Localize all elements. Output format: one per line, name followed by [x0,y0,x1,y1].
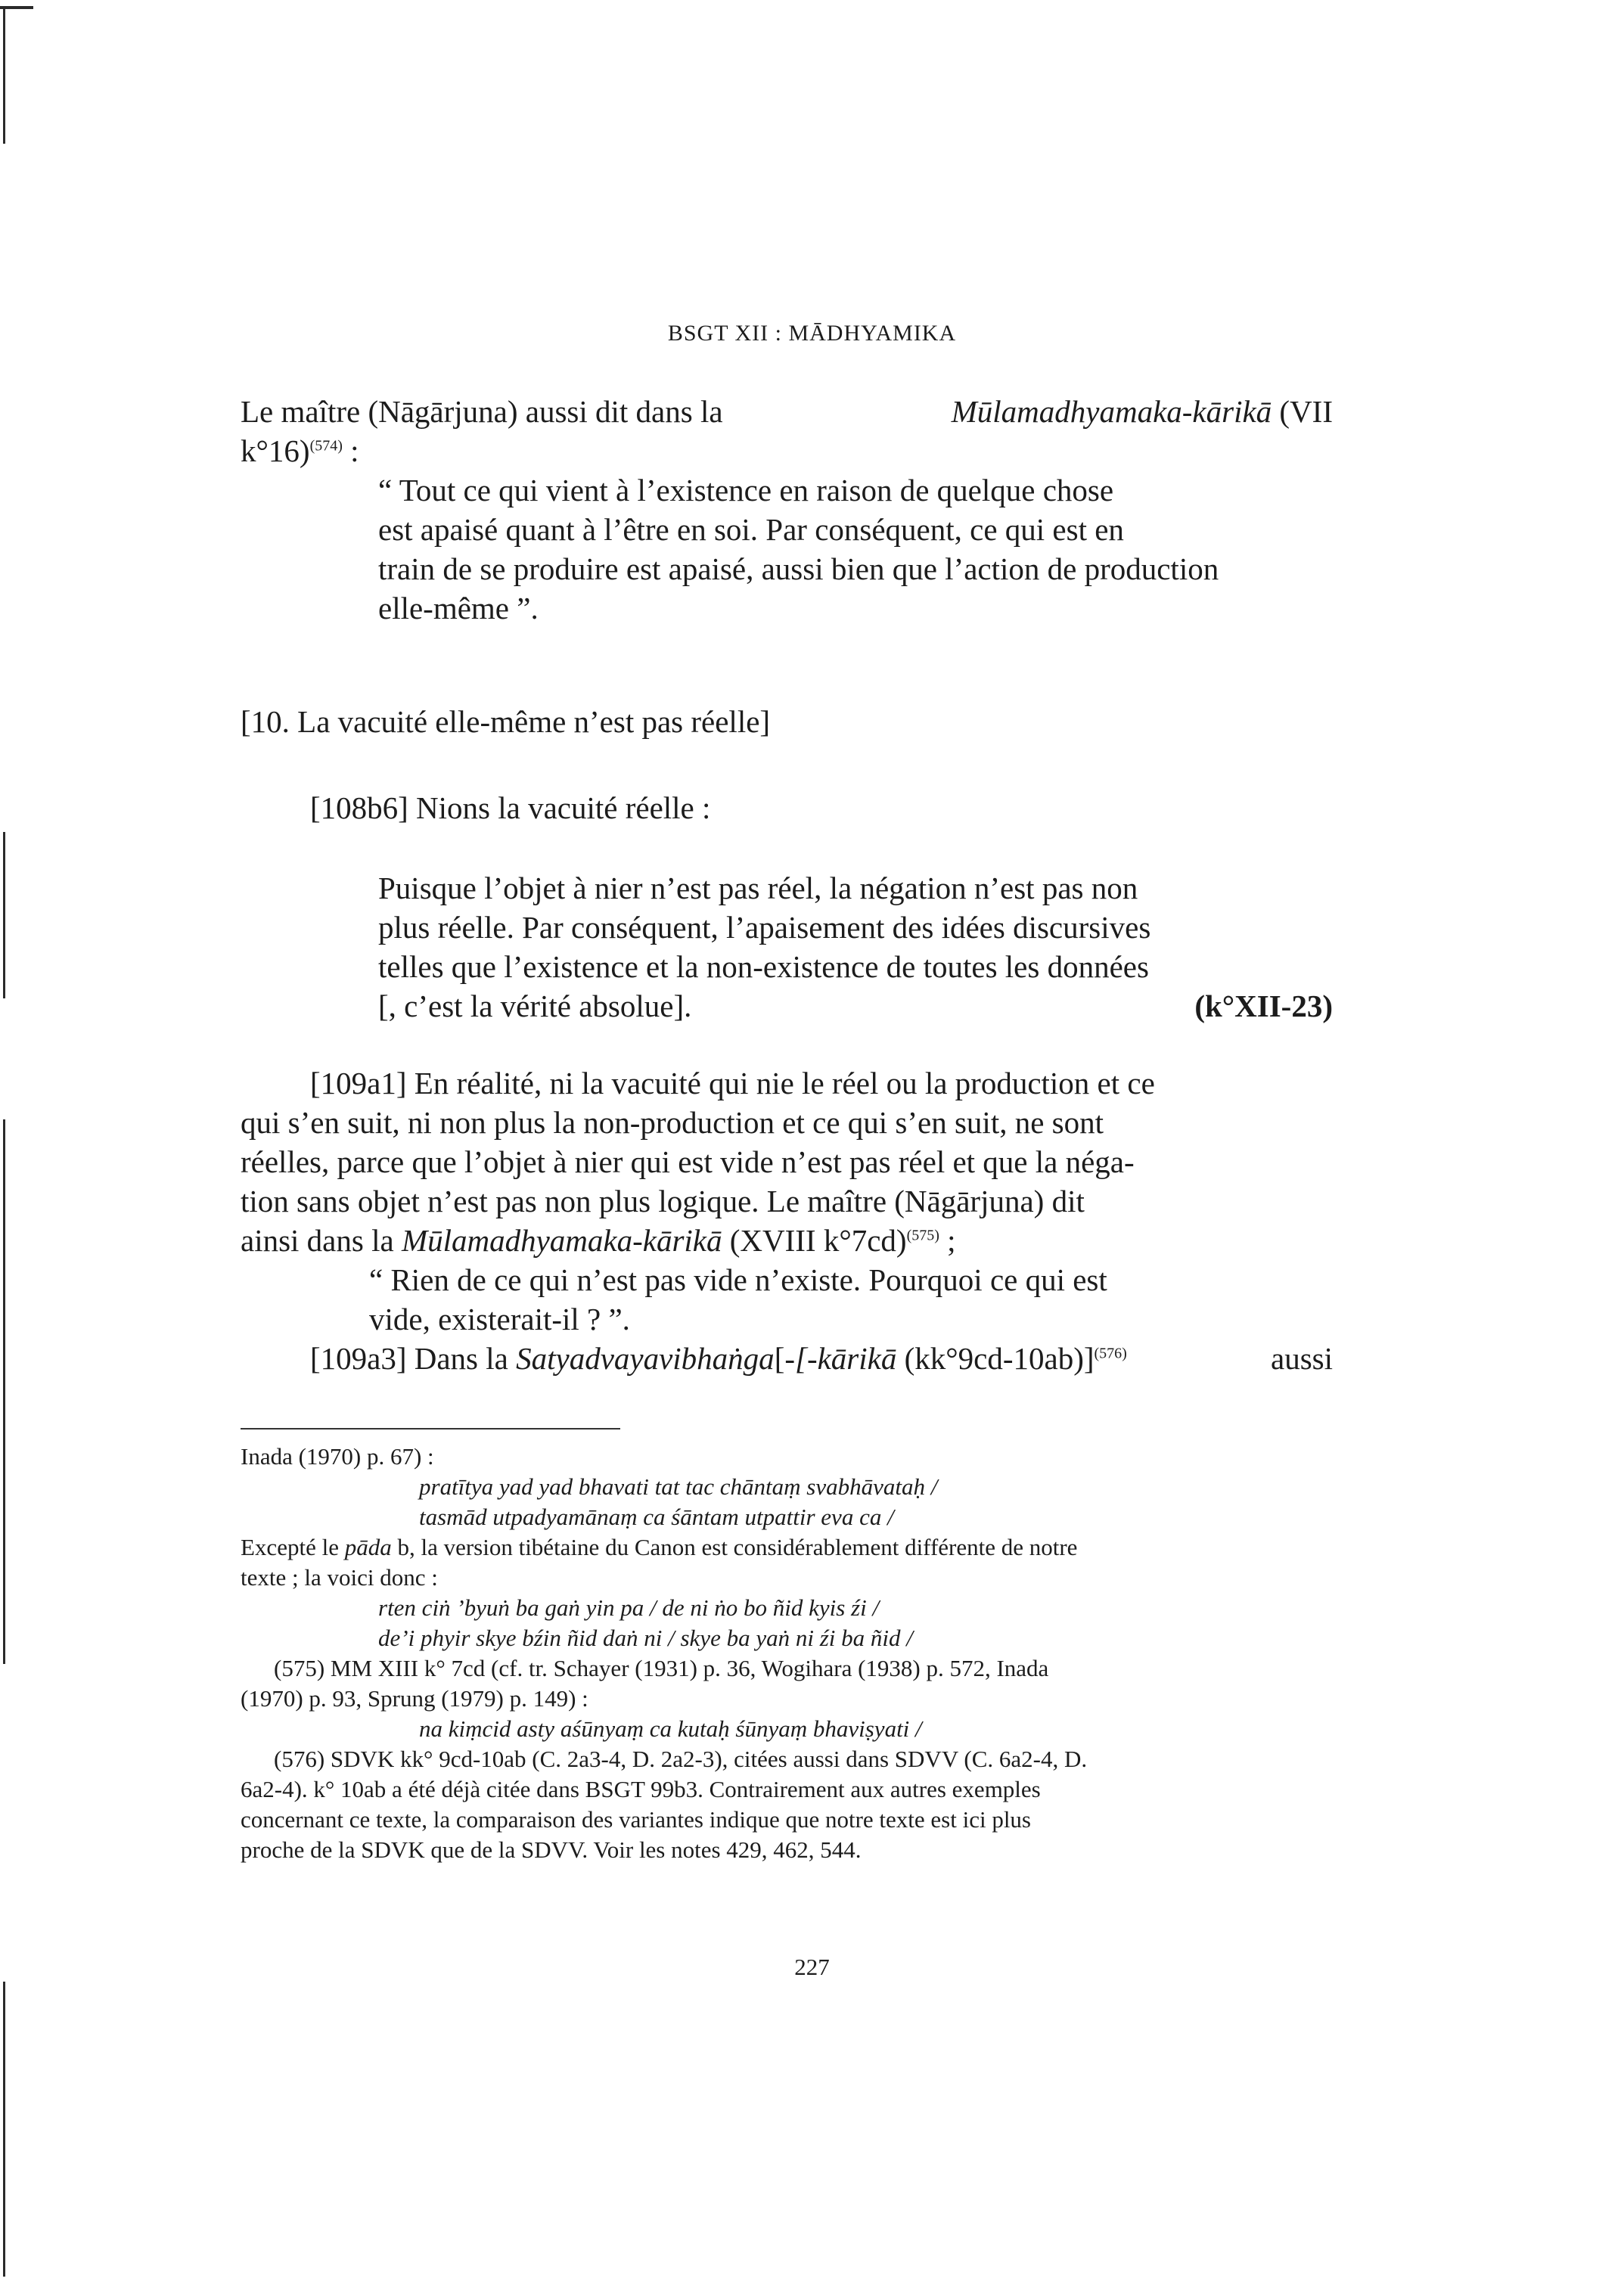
text-line: ainsi dans la Mūlamadhyamaka-kārikā (XVIII k°7cd)$^{(575)}$ ; [241,1223,956,1258]
text-line: “ Tout ce qui vient à l’existence en raison de quelque chose [378,473,1114,508]
text-line: Le maître (Nāgārjuna) aussi dit dans la Mūlamadhyamaka-kārikā (VII [241,394,1333,429]
text-line: réelles, parce que l’objet à nier qui est vide n’est pas réel et que la néga- [241,1144,1135,1179]
text-line: [109a1] En réalité, ni la vacuité qui nie le réel ou la production et ce [310,1066,1155,1100]
text-line: plus réelle. Par conséquent, l’apaisement des idées discursives [378,910,1151,945]
verse-block [378,868,1333,1026]
running-header: BSGT XII : MĀDHYAMIKA [667,321,957,346]
sanskrit-line: pratītya yad yad bhavati tat tac chāntaṃ svabhāvataḥ / [419,1473,938,1500]
work-title: Mūlamadhyamaka-kārikā [401,1223,722,1258]
footnote-ref-576: (576) [1094,1345,1127,1362]
work-title: Mūlamadhyamaka-kārikā [951,394,1272,429]
text-line: tion sans objet n’est pas non plus logique. Le maître (Nāgārjuna) dit [241,1184,1085,1218]
footnote-575: (575) MM XIII k° 7cd (cf. tr. Schayer (1931) p. 36, Wogihara (1938) p. 572, Inada [274,1655,1049,1681]
footnote-576: (576) SDVK kk° 9cd-10ab (C. 2a3-4, D. 2a2-3), citées aussi dans SDVV (C. 6a2-4, D. [274,1746,1088,1772]
footnote-line: Inada (1970) p. 67) : [241,1443,434,1470]
paragraph [310,1339,1333,1378]
footnote-ref-575: (575) [906,1227,939,1244]
footnote-line: 6a2-4). k° 10ab a été déjà citée dans BSGT 99b3. Contrairement aux autres exemples [241,1776,1041,1802]
paragraph [241,1063,1333,1260]
tibetan-line: rten ciṅ ’byuṅ ba gaṅ yin pa / de ni ṅo bo ñid kyis źi / [378,1594,880,1621]
scan-edge-line [3,1119,5,1664]
section-heading: [10. La vacuité elle-même n’est pas réelle] [241,704,771,739]
text-line: “ Rien de ce qui n’est pas vide n’existe. Pourquoi ce qui est [369,1262,1107,1297]
text-line: train de se produire est apaisé, aussi bien que l’action de production [378,551,1219,586]
footnote-ref-574: (574) [309,437,343,455]
work-title: Satyadvayavibhaṅga [516,1341,775,1376]
text-line: Puisque l’objet à nier n’est pas réel, la négation n’est pas non [378,871,1138,905]
verse-reference: (k°XII-23) [1194,989,1333,1023]
sanskrit-line: tasmād utpadyamānaṃ ca śāntam utpattir eva ca / [419,1504,894,1530]
footnote-line: concernant ce texte, la comparaison des variantes indique que notre texte est ici plus [241,1806,1031,1833]
footnotes [241,1442,1333,1865]
block-quote [378,470,1333,628]
page-number: 227 [794,1954,830,1980]
text-line: [, c’est la vérité absolue]. (k°XII-23) [378,986,1333,1026]
footnote-rule [241,1428,620,1429]
footnote-line: (1970) p. 93, Sprung (1979) p. 149) : [241,1685,588,1712]
text-line: vide, existerait-il ? ”. [369,1302,630,1336]
text-line: telles que l’existence et la non-existence de toutes les données [378,949,1149,984]
block-quote [369,1260,1333,1339]
sanskrit-line: na kiṃcid asty aśūnyaṃ ca kutaḥ śūnyaṃ bhaviṣyati / [419,1715,922,1742]
tibetan-line: de’i phyir skye bźin ñid daṅ ni / skye ba yaṅ ni źi ba ñid / [378,1625,913,1651]
footnote-line: Excepté le pāda b, la version tibétaine du Canon est considérablement différente de notre [241,1534,1078,1560]
footnote-line: texte ; la voici donc : [241,1564,438,1591]
text-line: [109a3] Dans la Satyadvayavibhaṅga[-[-kārikā (kk°9cd-10ab)]$^{(576)}$ aussi [310,1341,1333,1376]
text-line: elle-même ”. [378,591,539,625]
subheading: [108b6] Nions la vacuité réelle : [310,790,711,825]
text-line: est apaisé quant à l’être en soi. Par conséquent, ce qui est en [378,512,1124,547]
text-line: k°16)$^{(574)}$ : [241,433,359,468]
scan-edge-line [3,1982,5,2277]
text-line: qui s’en suit, ni non plus la non-production et ce qui s’en suit, ne sont [241,1105,1104,1140]
scan-edge-line [3,8,5,144]
scan-edge-line [3,832,5,998]
footnote-line: proche de la SDVK que de la SDVV. Voir les notes 429, 462, 544. [241,1836,862,1863]
intro-paragraph [241,392,1333,470]
